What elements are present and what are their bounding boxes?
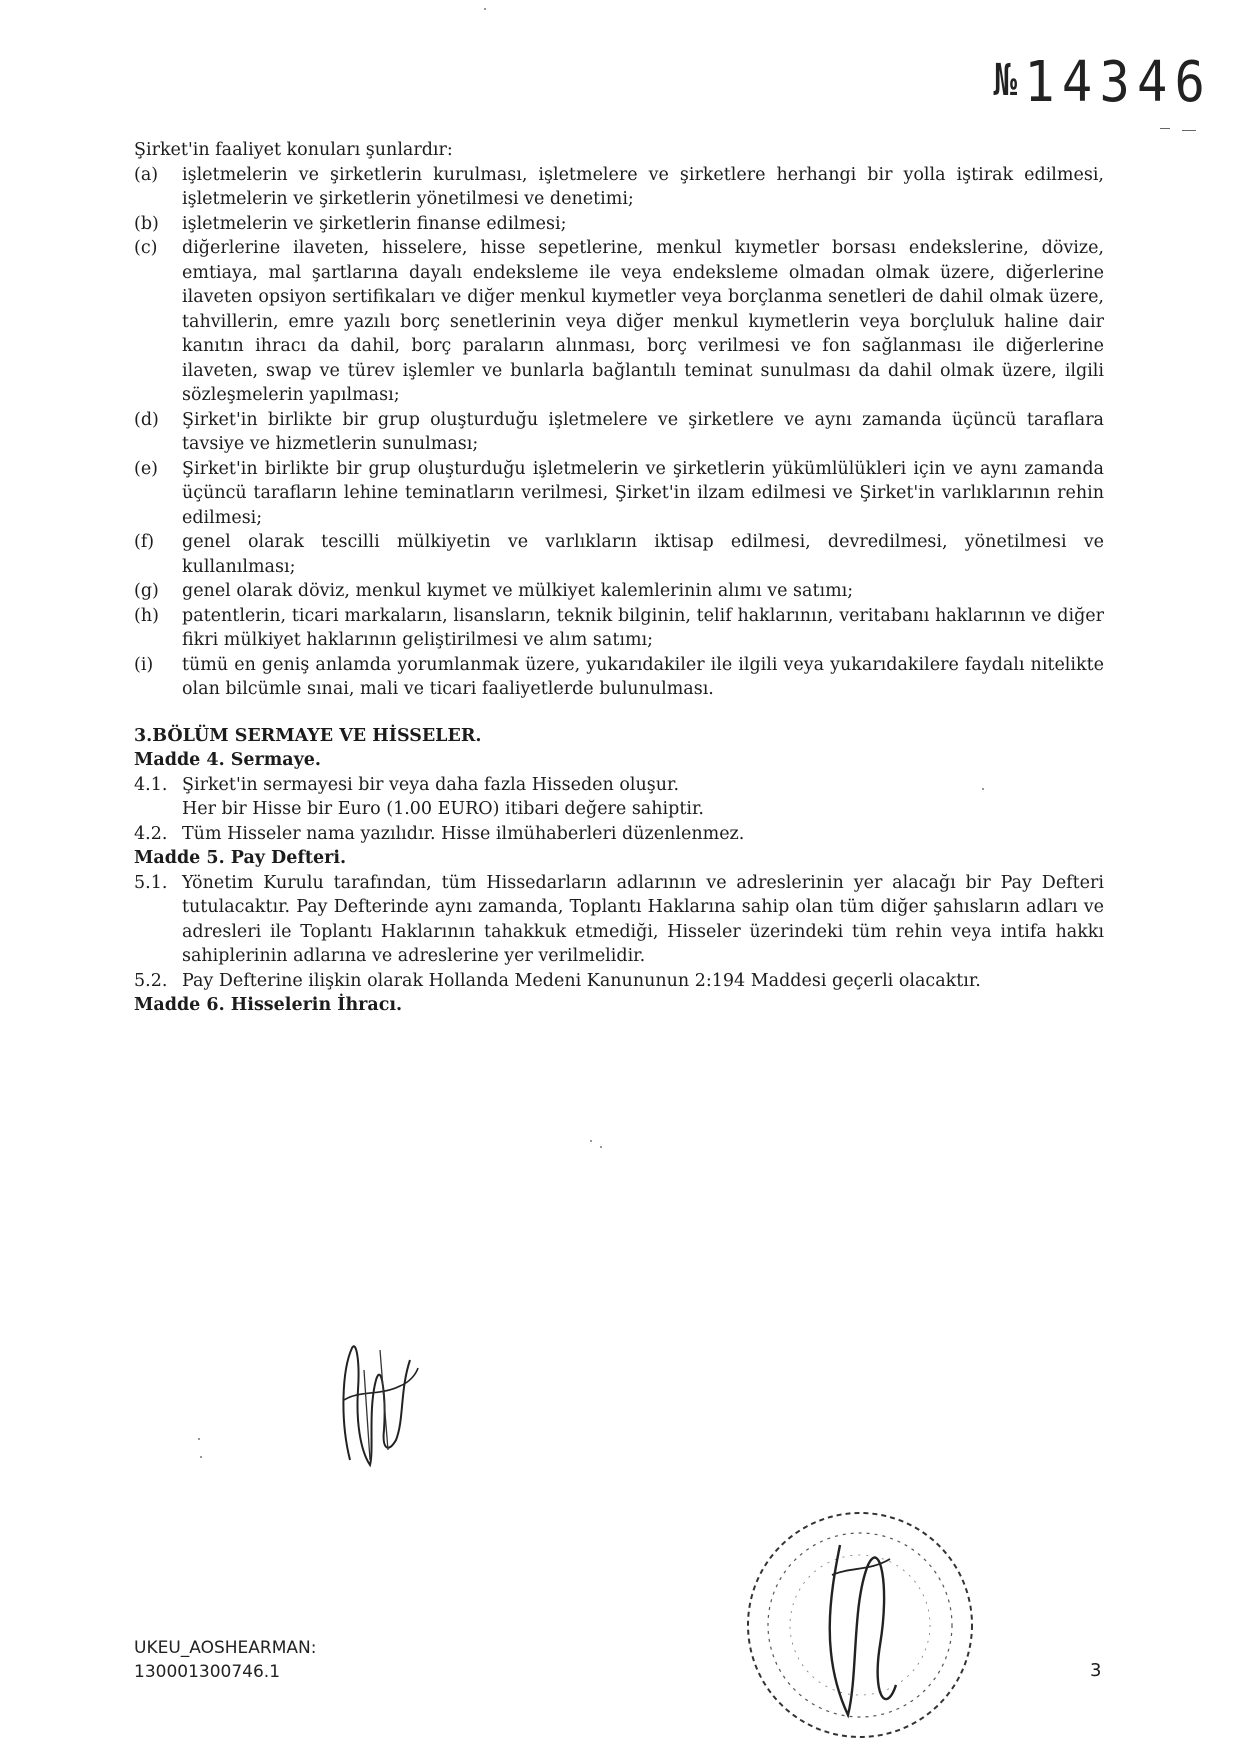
list-item (134, 408, 1104, 457)
clause-number: 4.1. (134, 774, 168, 795)
item-text: genel olarak döviz, menkul kıymet ve mülkiyet kalemlerinin alımı ve satımı; (182, 581, 854, 601)
list-item (134, 163, 1104, 212)
item-label: (d) (134, 409, 159, 430)
article-heading: Madde 6. Hisselerin İhracı. (134, 995, 403, 1015)
item-text: işletmelerin ve şirketlerin finanse edilmesi; (182, 213, 567, 234)
scan-speck (484, 8, 486, 10)
serial-prefix: № (993, 55, 1018, 106)
document-serial-number (993, 50, 1212, 115)
item-label: (c) (134, 238, 158, 258)
list-item (134, 457, 1104, 531)
clause (134, 871, 1104, 969)
list-item (134, 579, 1104, 604)
item-text: Şirket'in birlikte bir grup oluşturduğu işletmelere ve şirketlere ve aynı zamanda üçüncü taraflara tavsiye ve hizmetlerin sunulması; (182, 409, 1104, 454)
scan-speck (982, 788, 984, 790)
scan-speck (200, 1456, 202, 1458)
item-text: tümü en geniş anlamda yorumlanmak üzere, yukarıdakiler ile ilgili veya yukarıdakilere faydalı nitelikte olan bilcümle sınai, mali ve ticari faaliyetlerde bulunulması. (182, 654, 1104, 699)
item-label: (h) (134, 605, 159, 626)
list-item (134, 604, 1104, 653)
clause (134, 822, 1104, 847)
clause-text: Şirket'in sermayesi bir veya daha fazla Hisseden oluşur. (182, 774, 680, 795)
serial-digits: 14346 (1024, 50, 1212, 115)
scan-mark (1160, 128, 1170, 129)
document-reference (134, 1636, 316, 1684)
document-reference-line: UKEU_AOSHEARMAN: (134, 1638, 317, 1658)
clause-text: Pay Defterine ilişkin olarak Hollanda Medeni Kanununun 2:194 Maddesi geçerli olacaktır. (182, 970, 981, 991)
page-number: 3 (1090, 1660, 1102, 1681)
item-label: (a) (134, 164, 159, 185)
scan-speck (600, 1146, 602, 1148)
item-label: (f) (134, 532, 155, 552)
clause-text: Tüm Hisseler nama yazılıdır. Hisse ilmühaberleri düzenlenmez. (182, 823, 745, 844)
list-item (134, 530, 1104, 579)
clause-text: Yönetim Kurulu tarafından, tüm Hissedarların adlarının ve adreslerinin yer alacağı bir Pay Defteri tutulacaktır. Pay Defterinde aynı zamanda, Toplantı Haklarına sahip olan tüm diğer şahısların adları ve adresleri ile Toplantı Haklarının tahakkuk etmediği, Hisseler üzerindeki tüm rehin veya intifa hakkı sahiplerinin adlarına ve adreslerine yer verilmelidir. (182, 872, 1104, 966)
activities-list (134, 163, 1104, 702)
clause (134, 969, 1104, 994)
item-label: (i) (134, 654, 154, 675)
article-heading: Madde 4. Sermaye. (134, 750, 322, 770)
clause-number: 5.2. (134, 970, 168, 991)
item-text: genel olarak tescilli mülkiyetin ve varlıkların iktisap edilmesi, devredilmesi, yönetilmesi ve kullanılması; (182, 532, 1104, 577)
item-text: Şirket'in birlikte bir grup oluşturduğu işletmelerin ve şirketlerin yükümlülükleri için ve aynı zamanda üçüncü tarafların lehine teminatların verilmesi, Şirket'in ilzam edilmesi ve Şirket'in varlıklarının rehin edilmesi; (182, 458, 1104, 528)
activities-intro: Şirket'in faaliyet konuları şunlardır: (134, 140, 453, 160)
scan-speck (198, 1438, 200, 1440)
list-item (134, 653, 1104, 702)
handwritten-signature (330, 1330, 420, 1470)
clause-continuation: Her bir Hisse bir Euro (1.00 EURO) itibari değere sahiptir. (182, 799, 704, 819)
item-label: (b) (134, 213, 159, 234)
section-heading: 3.BÖLÜM SERMAYE VE HİSSELER. (134, 725, 482, 746)
document-reference-line: 130001300746.1 (134, 1662, 281, 1682)
document-body (134, 138, 1104, 1018)
item-text: patentlerin, ticari markaların, lisansların, teknik bilginin, telif haklarının, veritabanı haklarının ve diğer fikri mülkiyet haklarının geliştirilmesi ve alım satımı; (182, 605, 1104, 650)
item-text: işletmelerin ve şirketlerin kurulması, işletmelere ve şirketlere herhangi bir yolla iştirak edilmesi, işletmelerin ve şirketlerin yönetilmesi ve denetimi; (182, 164, 1104, 209)
clause (134, 773, 1104, 798)
list-item (134, 212, 1104, 237)
list-item (134, 236, 1104, 408)
item-label: (g) (134, 581, 159, 601)
scan-speck (590, 1140, 592, 1142)
item-text: diğerlerine ilaveten, hisselere, hisse sepetlerine, menkul kıymetler borsası endekslerine, dövize, emtiaya, mal şartlarına dayalı endeksleme ile veya endeksleme olmadan olmak üzere, diğerlerine ilaveten opsiyon sertifikaları ve diğer menkul kıymetler veya borçlanma senetleri de dahil olmak üzere, tahvillerin, emre yazılı borç senetlerinin veya diğer menkul kıymetlerin veya borçluluk haline dair kanıtın ihracı da dahil, borç paraların alınması, borç verilmesi ve fon sağlanması ile diğerlerine ilaveten, swap ve türev işlemler ve bunlarla bağlantılı teminat sunulması da dahil olmak üzere, ilgili sözleşmelerin yapılması; (182, 238, 1104, 405)
item-label: (e) (134, 458, 159, 479)
notary-stamp (740, 1505, 980, 1745)
clause-number: 4.2. (134, 823, 168, 844)
clause-number: 5.1. (134, 872, 168, 893)
scan-mark (1182, 130, 1196, 131)
article-heading: Madde 5. Pay Defteri. (134, 848, 347, 868)
